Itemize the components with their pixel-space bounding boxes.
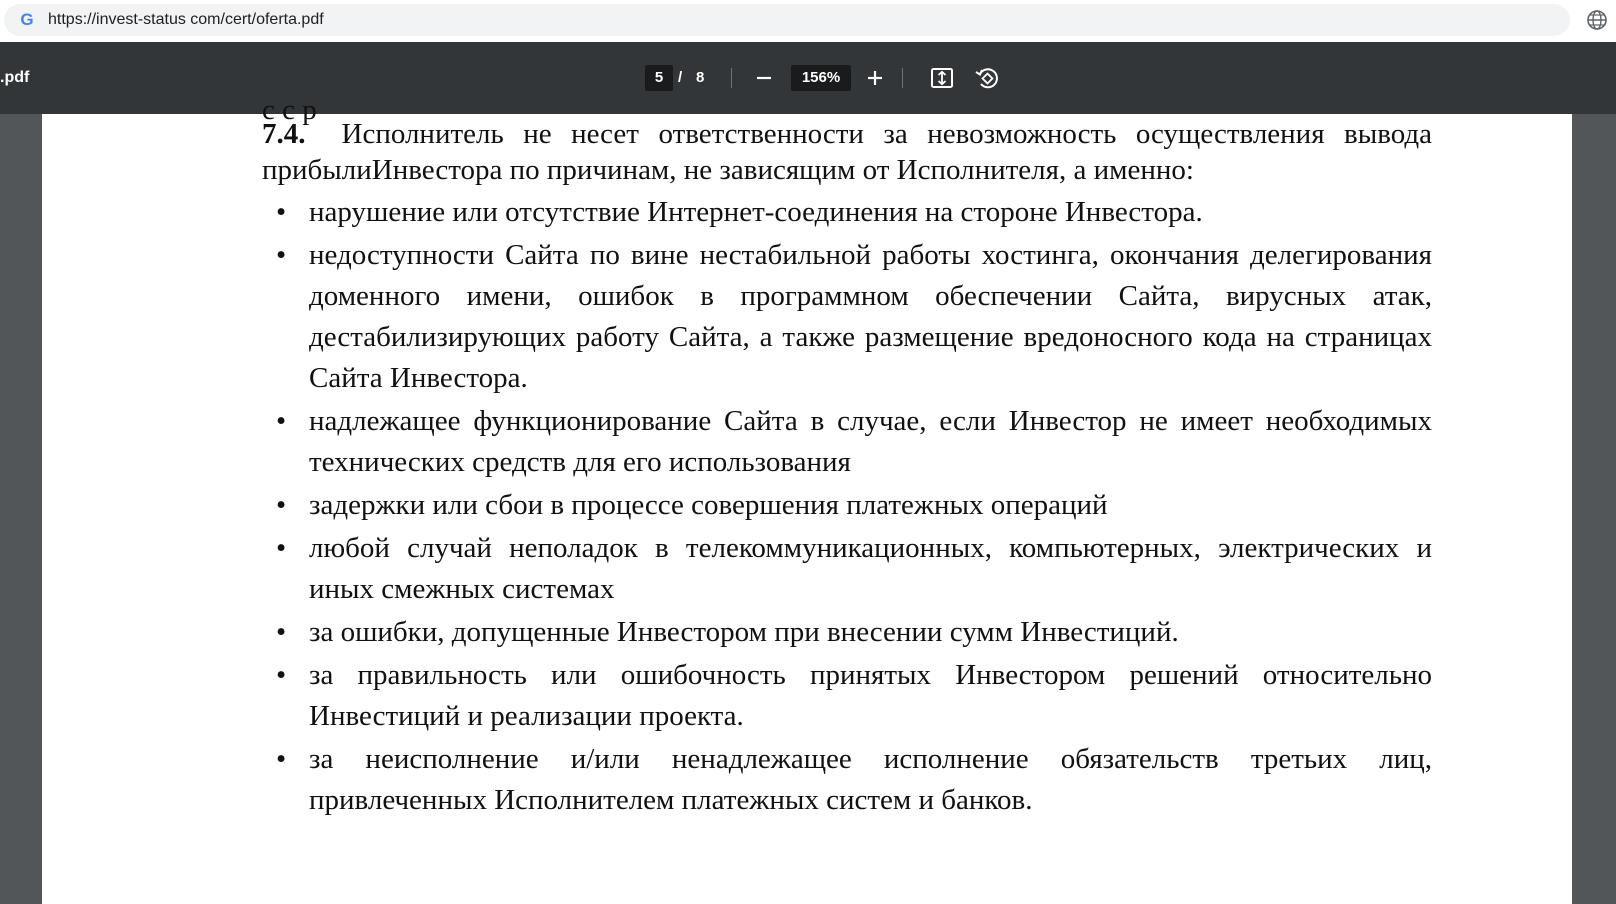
page-number-input[interactable]: 5 (645, 65, 673, 91)
browser-address-bar (0, 0, 1616, 42)
list-item-text: за неисполнение и/или ненадлежащее исполнение обязательств третьих лиц, привлеченных Исполнителем платежных систем и банков. (309, 743, 1432, 816)
bullet-icon: • (276, 489, 287, 521)
page-total: 8 (696, 69, 705, 86)
url-text[interactable]: https://invest-status com/cert/oferta.pdf (48, 11, 324, 28)
list-item-text: надлежащее функционирование Сайта в случае, если Инвестор не имеет необходимых технических средств для его использования (309, 405, 1432, 478)
list-item (262, 485, 1432, 526)
list-item (262, 192, 1432, 233)
toolbar-divider (902, 68, 903, 88)
zoom-out-button[interactable] (748, 62, 780, 94)
cut-off-line: с с р (262, 94, 317, 126)
pdf-toolbar (0, 42, 1616, 126)
list-item (262, 612, 1432, 653)
toolbar-divider (731, 68, 732, 88)
list-item-text: за ошибки, допущенные Инвестором при внесении сумм Инвестиций. (309, 616, 1179, 648)
bullet-icon: • (276, 659, 287, 691)
document-title: .pdf (0, 69, 30, 86)
url-field[interactable] (4, 4, 1570, 36)
list-item-text: любой случай неполадок в телекоммуникационных, компьютерных, электрических и иных смежных системах (309, 532, 1432, 605)
list-item-text: недоступности Сайта по вине нестабильной работы хостинга, окончания делегирования доменного имени, ошибок в программном обеспечении Сайта, вирусных атак, дестабилизирующих работу Сайта, а также размещение вредоносного кода на страницах Сайта Инвестора. (309, 239, 1432, 394)
list-item-text: за правильность или ошибочность принятых Инвестором решений относительно Инвестиций и реализации проекта. (309, 659, 1432, 732)
clause-text: Исполнитель не несет ответственности за невозможность осуществления вывода прибылиИнвестора по причинам, не зависящим от Исполнителя, а именно: (262, 118, 1432, 186)
bullet-icon: • (276, 239, 287, 271)
clause-number: 7.4. (262, 118, 306, 150)
bullet-icon: • (276, 532, 287, 564)
bullet-icon: • (276, 196, 287, 228)
pdf-page (42, 94, 1572, 904)
rotate-icon (971, 62, 1003, 94)
list-item (262, 739, 1432, 821)
list-item (262, 528, 1432, 610)
minus-icon (748, 62, 780, 94)
plus-icon (859, 62, 891, 94)
google-icon: G (20, 10, 34, 29)
zoom-level-input[interactable]: 156% (791, 65, 851, 91)
page-separator: / (678, 69, 683, 86)
list-item-text: задержки или сбои в процессе совершения платежных операций (309, 489, 1108, 521)
zoom-in-button[interactable] (859, 62, 891, 94)
list-item (262, 401, 1432, 483)
bullet-icon: • (276, 743, 287, 775)
rotate-button[interactable] (971, 62, 1003, 94)
bullet-list (262, 192, 1432, 821)
bullet-icon: • (276, 616, 287, 648)
list-item (262, 655, 1432, 737)
list-item (262, 235, 1432, 399)
list-item-text: нарушение или отсутствие Интернет-соединения на стороне Инвестора. (309, 196, 1203, 228)
fit-to-page-button[interactable] (926, 62, 958, 94)
document-body (262, 94, 1432, 821)
bullet-icon: • (276, 405, 287, 437)
clause-7-4 (262, 116, 1432, 188)
fit-page-icon (926, 62, 958, 94)
globe-icon[interactable] (1586, 9, 1608, 31)
